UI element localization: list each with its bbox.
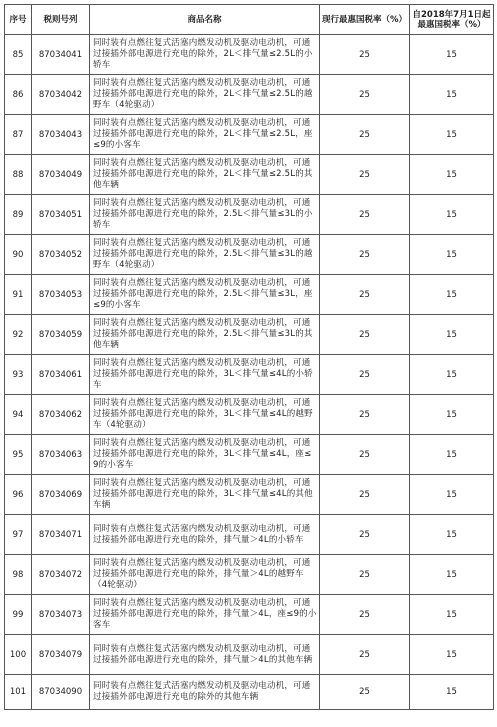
table-row [5,555,494,595]
cell-code: 87034059 [32,315,90,355]
cell-new-rate: 15 [410,395,494,435]
cell-name: 同时装有点燃往复式活塞内燃发动机及驱动电动机，可通过接插外部电源进行充电的除外，2L＜排气量≤2.5L的其他车辆 [90,155,320,195]
table-row [5,395,494,435]
cell-seq: 100 [5,635,32,675]
cell-new-rate: 15 [410,275,494,315]
cell-current-rate: 25 [320,235,410,275]
cell-name: 同时装有点燃往复式活塞内燃发动机及驱动电动机，可通过接插外部电源进行充电的除外，2L＜排气量≤2.5L的小轿车 [90,35,320,75]
cell-name: 同时装有点燃往复式活塞内燃发动机及驱动电动机，可通过接插外部电源进行充电的除外，2.5L＜排气量≤3L的越野车（4轮驱动） [90,235,320,275]
cell-new-rate: 15 [410,235,494,275]
cell-name: 同时装有点燃往复式活塞内燃发动机及驱动电动机，可通过接插外部电源进行充电的除外，2L＜排气量≤2.5L的越野车（4轮驱动） [90,75,320,115]
cell-seq: 90 [5,235,32,275]
table-row [5,355,494,395]
cell-code: 87034051 [32,195,90,235]
header-current-rate: 现行最惠国税率（%） [320,5,410,35]
cell-new-rate: 15 [410,675,494,710]
cell-name: 同时装有点燃往复式活塞内燃发动机及驱动电动机，可通过接插外部电源进行充电的除外，3L＜排气量≤4L，座≤9的小客车 [90,435,320,475]
cell-new-rate: 15 [410,635,494,675]
cell-seq: 99 [5,595,32,635]
table-row [5,435,494,475]
cell-code: 87034052 [32,235,90,275]
cell-new-rate: 15 [410,35,494,75]
table-row [5,275,494,315]
cell-name: 同时装有点燃往复式活塞内燃发动机及驱动电动机，可通过接插外部电源进行充电的除外，排气量＞4L的其他车辆 [90,635,320,675]
cell-seq: 98 [5,555,32,595]
cell-new-rate: 15 [410,195,494,235]
cell-name: 同时装有点燃往复式活塞内燃发动机及驱动电动机，可通过接插外部电源进行充电的除外，排气量＞4L的小轿车 [90,515,320,555]
cell-name: 同时装有点燃往复式活塞内燃发动机及驱动电动机，可通过接插外部电源进行充电的除外，2.5L＜排气量≤3L的其他车辆 [90,315,320,355]
table-row [5,635,494,675]
cell-code: 87034063 [32,435,90,475]
cell-current-rate: 25 [320,675,410,710]
cell-current-rate: 25 [320,595,410,635]
cell-code: 87034043 [32,115,90,155]
cell-name: 同时装有点燃往复式活塞内燃发动机及驱动电动机，可通过接插外部电源进行充电的除外，2.5L＜排气量≤3L的小轿车 [90,195,320,235]
table-row [5,155,494,195]
table-body [5,35,494,710]
cell-code: 87034041 [32,35,90,75]
cell-current-rate: 25 [320,435,410,475]
cell-current-rate: 25 [320,75,410,115]
cell-current-rate: 25 [320,355,410,395]
table-row [5,675,494,710]
cell-seq: 91 [5,275,32,315]
table-row [5,115,494,155]
table-row [5,235,494,275]
cell-new-rate: 15 [410,555,494,595]
table-row [5,475,494,515]
cell-seq: 97 [5,515,32,555]
cell-new-rate: 15 [410,435,494,475]
table-row [5,595,494,635]
cell-name: 同时装有点燃往复式活塞内燃发动机及驱动电动机，可通过接插外部电源进行充电的除外，排气量＞4L的越野车（4轮驱动） [90,555,320,595]
table-header-row [5,5,494,35]
cell-code: 87034079 [32,635,90,675]
cell-seq: 86 [5,75,32,115]
cell-current-rate: 25 [320,315,410,355]
header-code: 税则号列 [32,5,90,35]
cell-name: 同时装有点燃往复式活塞内燃发动机及驱动电动机，可通过接插外部电源进行充电的除外的其他车辆 [90,675,320,710]
cell-current-rate: 25 [320,515,410,555]
header-seq: 序号 [5,5,32,35]
cell-seq: 92 [5,315,32,355]
cell-code: 87034061 [32,355,90,395]
cell-current-rate: 25 [320,195,410,235]
cell-name: 同时装有点燃往复式活塞内燃发动机及驱动电动机，可通过接插外部电源进行充电的除外，3L＜排气量≤4L的越野车（4轮驱动） [90,395,320,435]
cell-current-rate: 25 [320,555,410,595]
cell-current-rate: 25 [320,635,410,675]
cell-seq: 93 [5,355,32,395]
cell-code: 87034053 [32,275,90,315]
cell-seq: 95 [5,435,32,475]
cell-code: 87034049 [32,155,90,195]
cell-code: 87034069 [32,475,90,515]
cell-seq: 89 [5,195,32,235]
cell-new-rate: 15 [410,75,494,115]
tariff-table [4,4,494,710]
cell-seq: 101 [5,675,32,710]
cell-seq: 94 [5,395,32,435]
cell-code: 87034062 [32,395,90,435]
cell-name: 同时装有点燃往复式活塞内燃发动机及驱动电动机，可通过接插外部电源进行充电的除外，排气量＞4L，座≤9的小客车 [90,595,320,635]
cell-code: 87034071 [32,515,90,555]
cell-new-rate: 15 [410,595,494,635]
cell-seq: 88 [5,155,32,195]
table-row [5,515,494,555]
cell-name: 同时装有点燃往复式活塞内燃发动机及驱动电动机，可通过接插外部电源进行充电的除外，3L＜排气量≤4L的其他车辆 [90,475,320,515]
cell-current-rate: 25 [320,35,410,75]
cell-code: 87034090 [32,675,90,710]
cell-current-rate: 25 [320,275,410,315]
cell-seq: 85 [5,35,32,75]
cell-seq: 96 [5,475,32,515]
cell-code: 87034073 [32,595,90,635]
header-new-rate: 自2018年7月1日起最惠国税率（%） [410,5,494,35]
cell-new-rate: 15 [410,315,494,355]
table-row [5,75,494,115]
cell-current-rate: 25 [320,155,410,195]
header-name: 商品名称 [90,5,320,35]
cell-code: 87034042 [32,75,90,115]
table-row [5,195,494,235]
table-row [5,315,494,355]
cell-current-rate: 25 [320,475,410,515]
cell-new-rate: 15 [410,515,494,555]
cell-code: 87034072 [32,555,90,595]
cell-name: 同时装有点燃往复式活塞内燃发动机及驱动电动机，可通过接插外部电源进行充电的除外，2L＜排气量≤2.5L，座≤9的小客车 [90,115,320,155]
cell-new-rate: 15 [410,475,494,515]
cell-new-rate: 15 [410,355,494,395]
table-row [5,35,494,75]
cell-name: 同时装有点燃往复式活塞内燃发动机及驱动电动机，可通过接插外部电源进行充电的除外，2.5L＜排气量≤3L，座≤9的小客车 [90,275,320,315]
cell-new-rate: 15 [410,155,494,195]
cell-seq: 87 [5,115,32,155]
cell-name: 同时装有点燃往复式活塞内燃发动机及驱动电动机，可通过接插外部电源进行充电的除外，3L＜排气量≤4L的小轿车 [90,355,320,395]
cell-current-rate: 25 [320,115,410,155]
cell-current-rate: 25 [320,395,410,435]
cell-new-rate: 15 [410,115,494,155]
